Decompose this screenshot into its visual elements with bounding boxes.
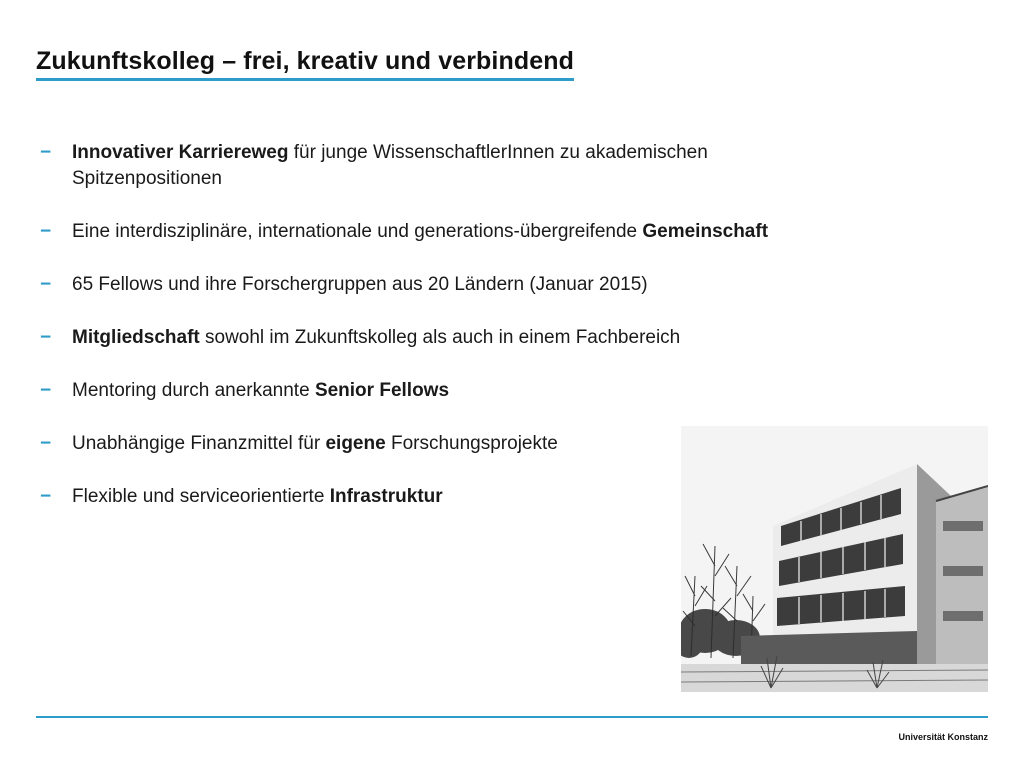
bullet-emphasis: Mitgliedschaft	[72, 327, 200, 348]
building-photo	[681, 426, 988, 692]
bullet-text	[72, 221, 768, 242]
slide-title: Zukunftskolleg – frei, kreativ und verbindend	[36, 44, 574, 81]
bullet-text	[72, 433, 558, 454]
bullet-segment: Eine interdisziplinäre, internationale und generations-übergreifende	[72, 221, 643, 242]
footer-divider	[36, 716, 988, 718]
bullet-text	[72, 274, 648, 295]
bullet-emphasis: Gemeinschaft	[642, 221, 769, 242]
bullet-dash: −	[40, 221, 52, 242]
bullet-dash: −	[40, 142, 52, 163]
bullet-segment: Forschungsprojekte	[385, 433, 558, 454]
bullet-dash: −	[40, 274, 52, 295]
bullet-dash: −	[40, 433, 52, 454]
bullet-item	[36, 140, 856, 192]
bullet-dash: −	[40, 486, 52, 507]
bullet-segment: sowohl im Zukunftskolleg als auch in einem Fachbereich	[199, 327, 681, 348]
bullet-dash: −	[40, 327, 52, 348]
bullet-segment: 65 Fellows und ihre Forschergruppen aus 20 Ländern (Januar 2015)	[72, 274, 648, 295]
bullet-emphasis: Senior Fellows	[314, 380, 450, 401]
bullet-item	[36, 272, 856, 298]
bullet-segment: Flexible und serviceorientierte	[72, 486, 330, 507]
bullet-dash: −	[40, 380, 52, 401]
bullet-emphasis: eigene	[325, 433, 386, 454]
bullet-item	[36, 219, 856, 245]
bullet-emphasis: Infrastruktur	[329, 486, 443, 507]
bullet-item	[36, 325, 856, 351]
bullet-segment: Unabhängige Finanzmittel für	[72, 433, 326, 454]
bullet-text	[72, 486, 443, 507]
bullet-text	[72, 327, 680, 348]
bullet-text	[72, 380, 449, 401]
bullet-emphasis: Innovativer Karriereweg	[72, 142, 289, 163]
bullet-item	[36, 378, 856, 404]
bullet-segment: Mentoring durch anerkannte	[72, 380, 315, 401]
bullet-text	[72, 142, 708, 189]
bullet-segment: für junge WissenschaftlerInnen zu akademischen Spitzenpositionen	[72, 142, 708, 189]
footer-brand: Universität Konstanz	[898, 732, 988, 742]
